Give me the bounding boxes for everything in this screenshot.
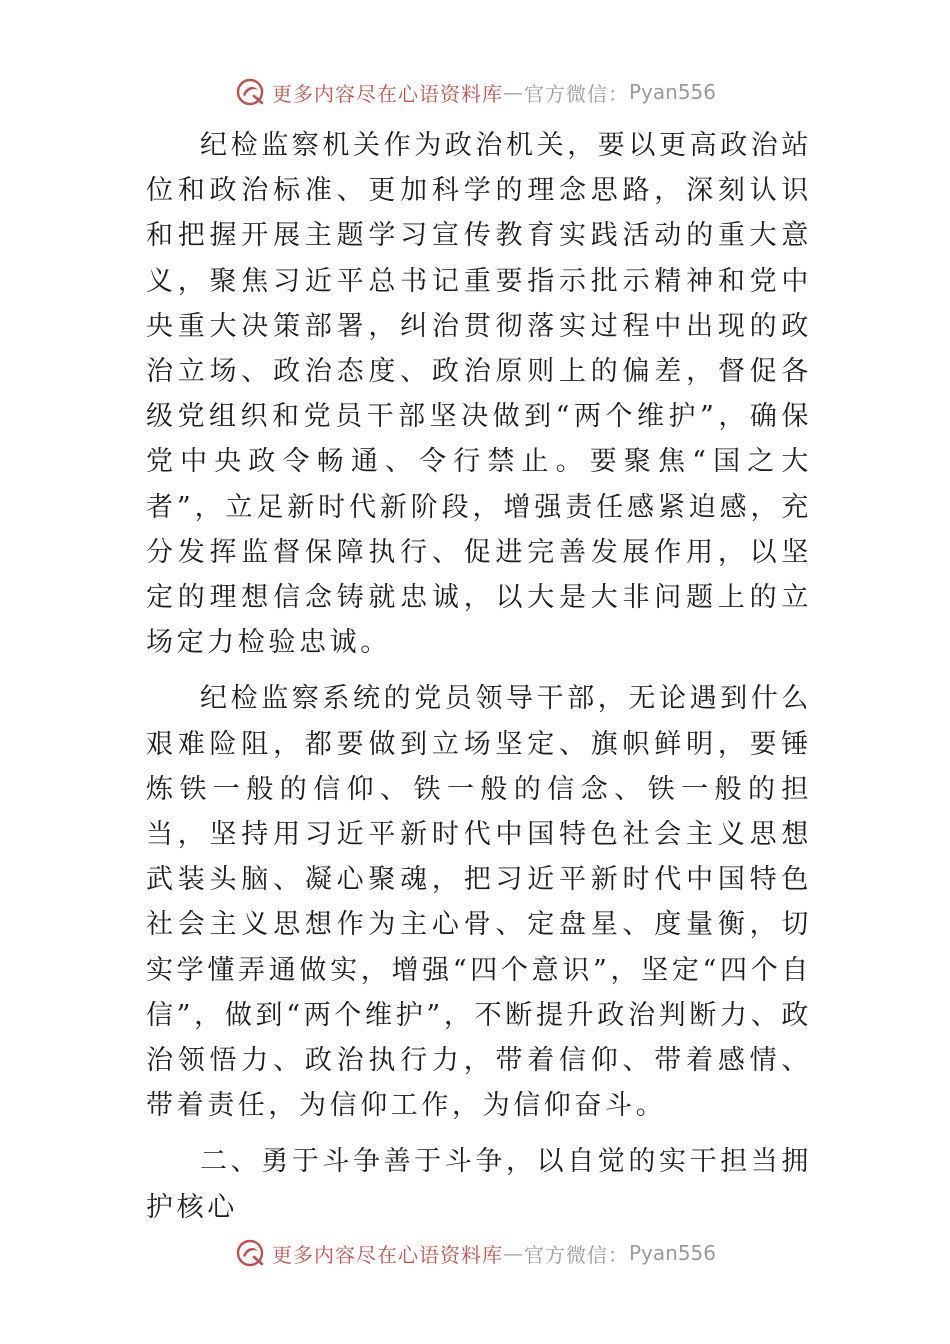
banner-main-text: 更多内容尽在心语资料库 [271, 81, 503, 106]
banner-main-text: 更多内容尽在心语资料库 [271, 1242, 503, 1267]
banner-dash: — [502, 1241, 524, 1265]
paragraph: 纪检监察系统的党员领导干部，无论遇到什么艰难险阻，都要做到立场坚定、旗帜鲜明，要锤炼铁一般的信仰、铁一般的信念、铁一般的担当，坚持用习近平新时代中国特色社会主义思想武装头脑、凝心聚魂，把习近平新时代中国特色社会主义思想作为主心骨、定盘星、度量衡，切实学懂弄通做实，增强“四个意识”，坚定“四个自信”，做到“两个维护”，不断提升政治判断力、政治领悟力、政治执行力，带着信仰、带着感情、带着责任，为信仰工作，为信仰奋斗。 [146, 683, 812, 1122]
banner-label: 官方微信： [523, 1242, 629, 1267]
banner-dash: — [502, 80, 524, 104]
document-body [146, 123, 812, 1241]
header-banner [0, 72, 950, 112]
banner-wechat-id: Pyan556 [628, 1241, 716, 1265]
banner-wechat-id: Pyan556 [628, 80, 716, 104]
paragraph: 纪检监察机关作为政治机关，要以更高政治站位和政治标准、更加科学的理念思路，深刻认识和把握开展主题学习宣传教育实践活动的重大意义，聚焦习近平总书记重要指示批示精神和党中央重大决策部署，纠治贯彻落实过程中出现的政治立场、政治态度、政治原则上的偏差，督促各级党组织和党员干部坚决做到“两个维护”，确保党中央政令畅通、令行禁止。要聚焦“国之大者”，立足新时代新阶段，增强责任感紧迫感，充分发挥监督保障执行、促进完善发展作用，以坚定的理想信念铸就忠诚，以大是大非问题上的立场定力检验忠诚。 [146, 130, 812, 659]
footer-banner [0, 1233, 950, 1273]
logo-icon [234, 76, 266, 108]
banner-label: 官方微信： [523, 81, 629, 106]
section-heading: 二、勇于斗争善于斗争，以自觉的实干担当拥护核心 [146, 1146, 812, 1223]
logo-icon [234, 1237, 266, 1269]
